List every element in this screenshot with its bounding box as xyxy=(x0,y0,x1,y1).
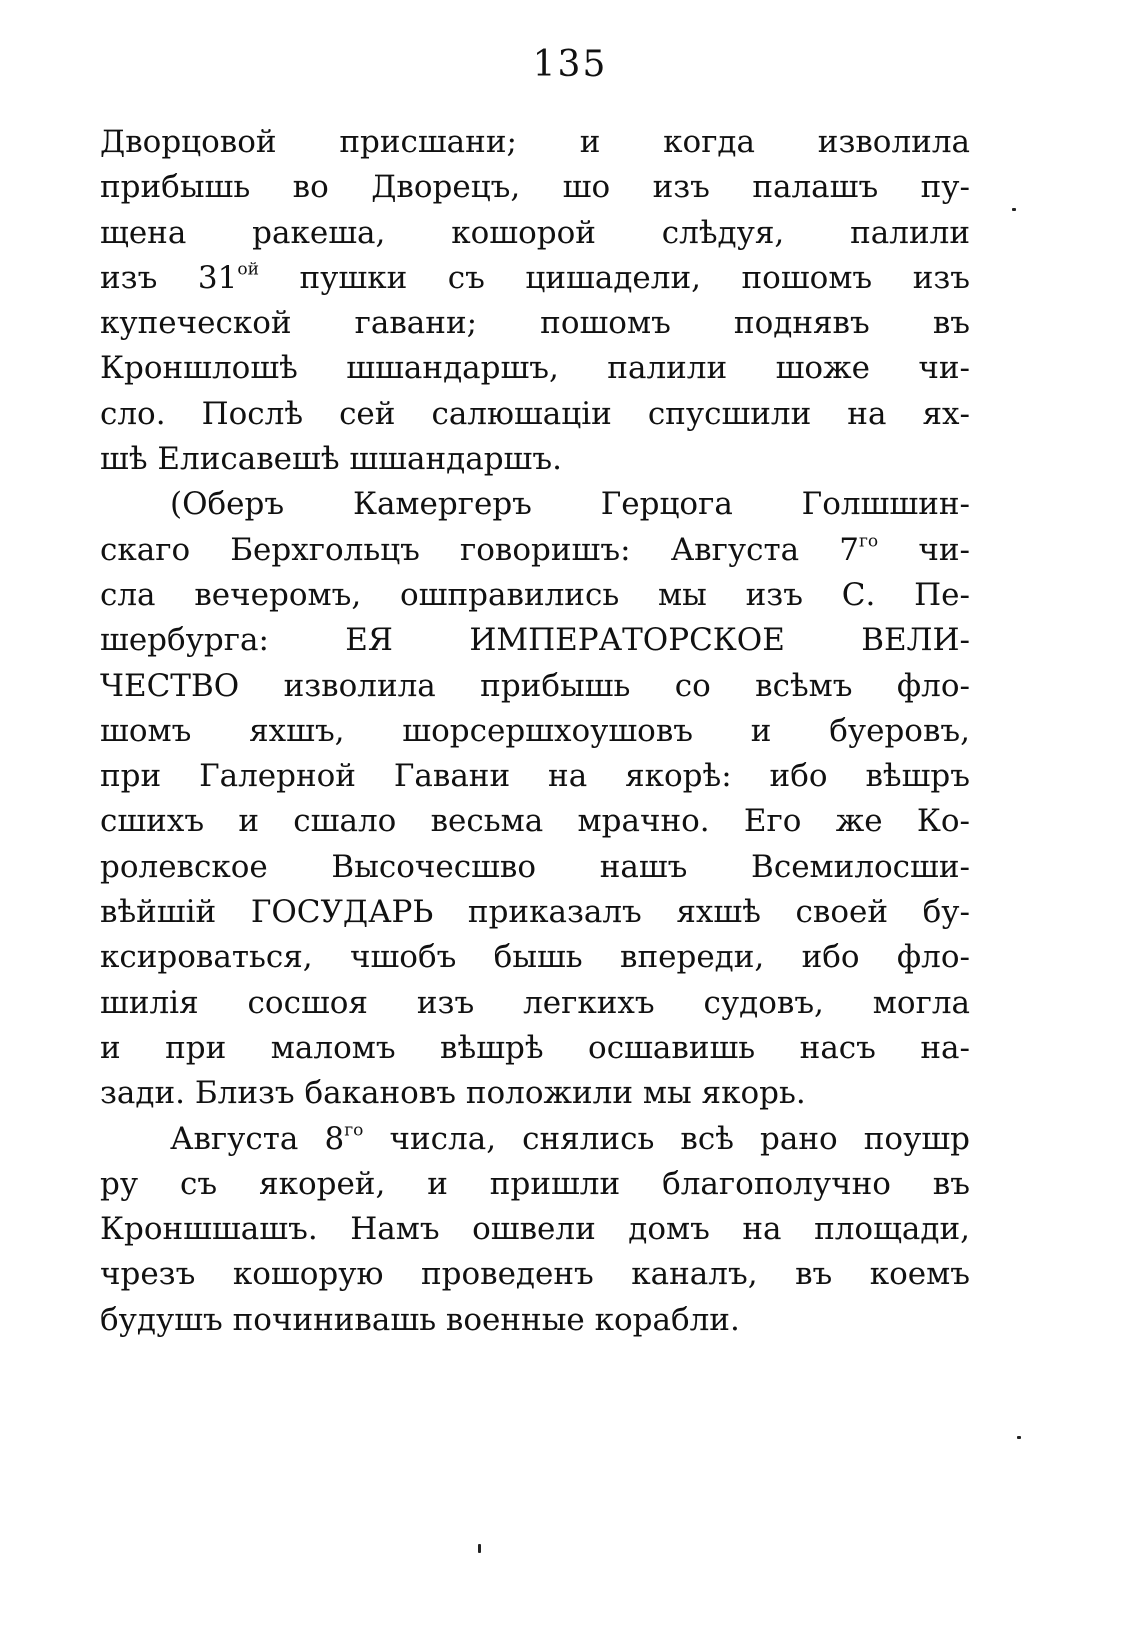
text-line: сла вечеромъ, ошправились мы изъ С. Пе- xyxy=(100,576,970,613)
text-line: вѣйшій ГОСУДАРЬ приказалъ яхшѣ своей бу- xyxy=(100,894,970,931)
page-number: 135 xyxy=(532,44,608,85)
text-line: Августа $8^{го}$ числа, снялись всѣ рано поушр xyxy=(170,1119,970,1157)
text-line: чрезъ кошорую проведенъ каналъ, въ коемъ xyxy=(100,1256,970,1293)
text-line: сшихъ и сшало весьма мрачно. Его же Ко- xyxy=(100,803,970,840)
text-line: Кроншлошѣ шшандаршъ, палили шоже чи- xyxy=(100,350,970,387)
scan-speck xyxy=(1017,1436,1021,1439)
text-line: при Галерной Гавани на якорѣ: ибо вѣшръ xyxy=(100,758,970,795)
text-line: щена ракеша, кошорой слѣдуя, палили xyxy=(100,214,970,251)
text-line: будушъ починивашь военные корабли. xyxy=(100,1301,740,1338)
body-text xyxy=(100,120,970,1343)
text-line: ксироваться, чшобъ бышь впереди, ибо фло- xyxy=(100,939,970,976)
text-line: скаго Берхгольцъ говоришъ: Августа $7^{го}$ чи- xyxy=(100,531,970,568)
text-line: прибышь во Дворецъ, шо изъ палашъ пу- xyxy=(100,169,970,206)
text-line: сло. Послѣ сей салюшаціи спусшили на ях- xyxy=(100,395,970,432)
text-line: и при маломъ вѣшрѣ осшавишь насъ на- xyxy=(100,1029,970,1066)
text-line: шомъ яхшъ, шорсершхоушовъ и буеровъ, xyxy=(100,712,970,749)
text-line: Дворцовой присшани; и когда изволила xyxy=(100,124,970,160)
text-line: ру съ якорей, и пришли благополучно въ xyxy=(100,1165,970,1202)
text-line: изъ $31^{ой}$ пушки съ цишадели, пошомъ изъ xyxy=(100,259,971,296)
text-line: ЧЕСТВО изволила прибышь со всѣмъ фло- xyxy=(100,667,970,704)
text-line: зади. Близъ бакановъ положили мы якорь. xyxy=(100,1075,806,1112)
text-line: шербурга: ЕЯ ИМПЕРАТОРСКОЕ ВЕЛИ- xyxy=(100,622,970,659)
text-line: (Оберъ Камергеръ Герцога Голшшин- xyxy=(170,486,970,523)
scan-speck xyxy=(1012,208,1016,211)
text-line: ролевское Высочесшво нашъ Всемилосши- xyxy=(100,848,970,885)
scan-speck xyxy=(478,1544,481,1553)
text-line: Кроншшашъ. Намъ ошвели домъ на площади, xyxy=(100,1211,970,1248)
text-line: купеческой гавани; пошомъ поднявъ въ xyxy=(100,305,970,342)
text-line: шилія сосшоя изъ легкихъ судовъ, могла xyxy=(100,984,970,1021)
text-line: шѣ Елисавешѣ шшандаршъ. xyxy=(100,441,562,478)
